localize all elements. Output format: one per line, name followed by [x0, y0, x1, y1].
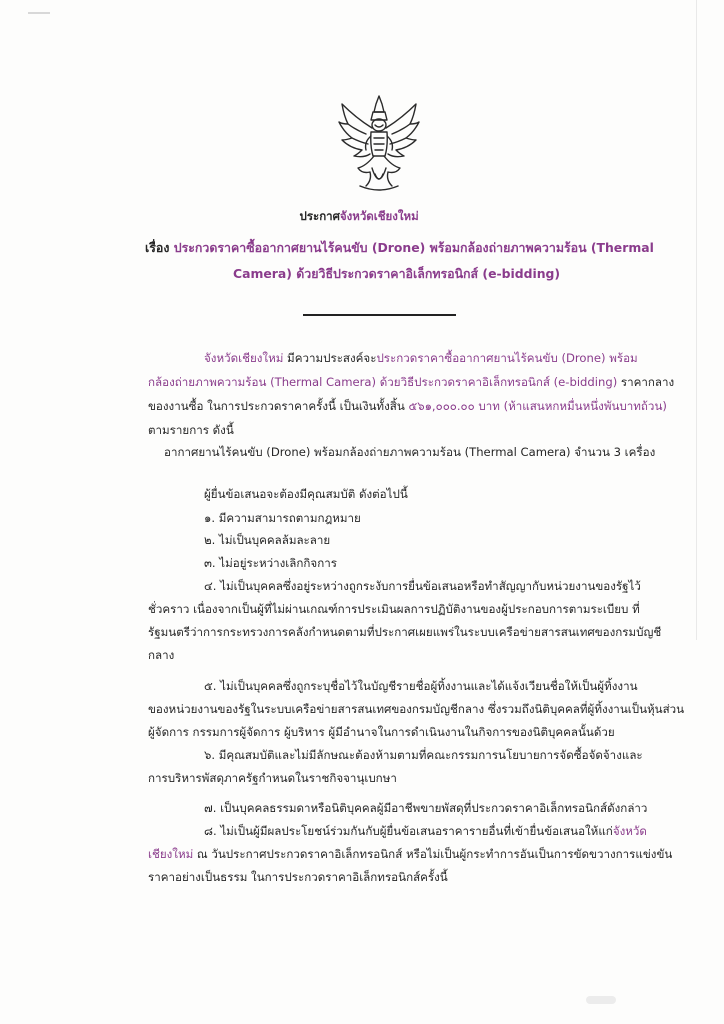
- intro-line-3: [148, 398, 667, 414]
- qualification-8-line-3: ราคาอย่างเป็นธรรม ในการประกวดราคาอิเล็กทรอนิกส์ครั้งนี้: [148, 870, 448, 884]
- intro-intent: มีความประสงค์จะ: [283, 351, 377, 365]
- intro-province: จังหวัดเชียงใหม่: [204, 351, 284, 365]
- intro-purpose-1: ประกวดราคาซื้ออากาศยานไร้คนขับ (Drone) พร้อม: [376, 351, 638, 365]
- intro-purpose-2: กล้องถ่ายภาพความร้อน (Thermal Camera) ด้วยวิธีประกวดราคาอิเล็กทรอนิกส์ (e-bidding): [148, 375, 618, 389]
- qualification-4-line-4: กลาง: [148, 648, 175, 662]
- item-description: อากาศยานไร้คนขับ (Drone) พร้อมกล้องถ่ายภาพความร้อน (Thermal Camera) จำนวน 3 เครื่อง: [164, 445, 656, 459]
- garuda-emblem-icon: [336, 94, 422, 194]
- qualification-8-province-1: จังหวัด: [612, 824, 647, 838]
- subject-label: เรื่อง: [145, 240, 170, 255]
- budget-amount: ๕๖๑,๐๐๐.๐๐: [408, 399, 475, 413]
- subject-text-1: ประกวดราคาซื้ออากาศยานไร้คนขับ (Drone) พร้อมกล้องถ่ายภาพความร้อน (Thermal: [173, 240, 654, 255]
- subject-line-2: Camera) ด้วยวิธีประกวดราคาอิเล็กทรอนิกส์ (e-bidding): [233, 266, 561, 281]
- subject-line-1: [145, 240, 654, 256]
- qualification-5-line-1: ๕. ไม่เป็นบุคคลซึ่งถูกระบุชื่อไว้ในบัญชีรายชื่อผู้ทิ้งงานและได้แจ้งเวียนชื่อให้เป็นผู้ทิ้งงาน: [204, 679, 638, 693]
- header-divider: [303, 314, 456, 316]
- qualification-6-line-2: การบริหารพัสดุภาครัฐกำหนดในราชกิจจานุเบกษา: [148, 771, 397, 785]
- intro-line-4: ตามรายการ ดังนี้: [148, 423, 234, 437]
- qualification-4-line-1: ๔. ไม่เป็นบุคคลซึ่งอยู่ระหว่างถูกระงับการยื่นข้อเสนอหรือทำสัญญากับหน่วยงานของรัฐไว้: [204, 579, 641, 593]
- qualification-2: ๒. ไม่เป็นบุคคลล้มละลาย: [204, 533, 331, 547]
- issuing-province: จังหวัดเชียงใหม่: [339, 209, 419, 223]
- qualifications-heading: ผู้ยื่นข้อเสนอจะต้องมีคุณสมบัติ ดังต่อไปนี้: [204, 487, 408, 501]
- scan-artifact: [586, 996, 616, 1004]
- qualification-3: ๓. ไม่อยู่ระหว่างเลิกกิจการ: [204, 556, 337, 570]
- qualification-8-province-2: เชียงใหม่: [148, 847, 194, 861]
- qualification-8-text-2: ณ วันประกาศประกวดราคาอิเล็กทรอนิกส์ หรือไม่เป็นผู้กระทำการอันเป็นการขัดขวางการแข่งขัน: [193, 847, 673, 861]
- intro-amount-label: ของงานซื้อ ในการประกวดราคาครั้งนี้ เป็นเงินทั้งสิ้น: [148, 399, 409, 413]
- scan-artifact: [696, 0, 697, 640]
- qualification-8-line-2: [148, 846, 672, 862]
- scan-artifact: [28, 12, 50, 14]
- intro-line-1: [204, 350, 638, 366]
- announcement-prefix: ประกาศ: [299, 209, 340, 223]
- qualification-4-line-2: ชั่วคราว เนื่องจากเป็นผู้ที่ไม่ผ่านเกณฑ์การประเมินผลการปฏิบัติงานของผู้ประกอบการตามระเบียบ ที่: [148, 602, 640, 616]
- qualification-5-line-3: ผู้จัดการ กรรมการผู้จัดการ ผู้บริหาร ผู้มีอำนาจในการดำเนินงานในกิจการของนิติบุคคลนั้นด้วย: [148, 725, 615, 739]
- announcement-title: [0, 208, 718, 224]
- qualification-7: ๗. เป็นบุคคลธรรมดาหรือนิติบุคคลผู้มีอาชีพขายพัสดุที่ประกวดราคาอิเล็กทรอนิกส์ดังกล่าว: [204, 801, 648, 815]
- qualification-1: ๑. มีความสามารถตามกฎหมาย: [204, 511, 361, 525]
- intro-line-2: [148, 374, 674, 390]
- intro-reference-price: ราคากลาง: [617, 375, 675, 389]
- qualification-8-line-1: [204, 823, 647, 839]
- qualification-8-text-1: ๘. ไม่เป็นผู้มีผลประโยชน์ร่วมกันกับผู้ยื่นข้อเสนอราคารายอื่นที่เข้ายื่นข้อเสนอให้แก่: [204, 824, 613, 838]
- qualification-6-line-1: ๖. มีคุณสมบัติและไม่มีลักษณะต้องห้ามตามที่คณะกรรมการนโยบายการจัดซื้อจัดจ้างและ: [204, 748, 643, 762]
- budget-currency: บาท: [474, 399, 504, 413]
- budget-amount-words: (ห้าแสนหกหมื่นหนึ่งพันบาทถ้วน): [503, 399, 667, 413]
- qualification-4-line-3: รัฐมนตรีว่าการกระทรวงการคลังกำหนดตามที่ประกาศเผยแพร่ในระบบเครือข่ายสารสนเทศของกรมบัญชี: [148, 625, 662, 639]
- qualification-5-line-2: ของหน่วยงานของรัฐในระบบเครือข่ายสารสนเทศของกรมบัญชีกลาง ซึ่งรวมถึงนิติบุคคลที่ผู้ทิ้งงานเป็นหุ้นส่วน: [148, 702, 685, 716]
